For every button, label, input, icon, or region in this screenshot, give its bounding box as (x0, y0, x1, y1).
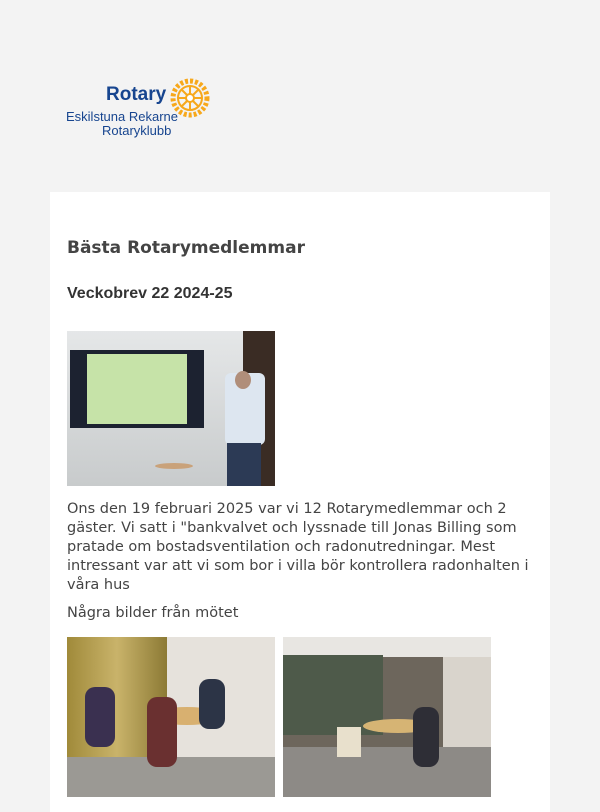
logo-club-line2: Rotaryklubb (102, 123, 172, 138)
newsletter-card (50, 192, 550, 812)
newsletter-title: Veckobrev 22 2024-25 (67, 285, 233, 302)
logo-brand: Rotary (106, 84, 167, 105)
rotary-wheel-icon (170, 78, 210, 118)
meeting-summary: Ons den 19 februari 2025 var vi 12 Rotarymedlemmar och 2 gäster. Vi satt i "bankvalvet och lyssnade till Jonas Billing som pratade om bostadsventilation och radonutredningar. Mest intressant var att vi som bor i villa bör kontrollera radonhalten i våra hus (67, 501, 529, 593)
greeting-heading: Bästa Rotarymedlemmar (67, 238, 305, 258)
photos-heading: Några bilder från mötet (67, 605, 239, 621)
rotary-logo (66, 78, 216, 138)
logo-club-line1: Eskilstuna Rekarne (66, 109, 178, 124)
presentation-photo (67, 331, 275, 486)
meeting-photo-2 (283, 637, 491, 797)
meeting-photo-1 (67, 637, 275, 797)
